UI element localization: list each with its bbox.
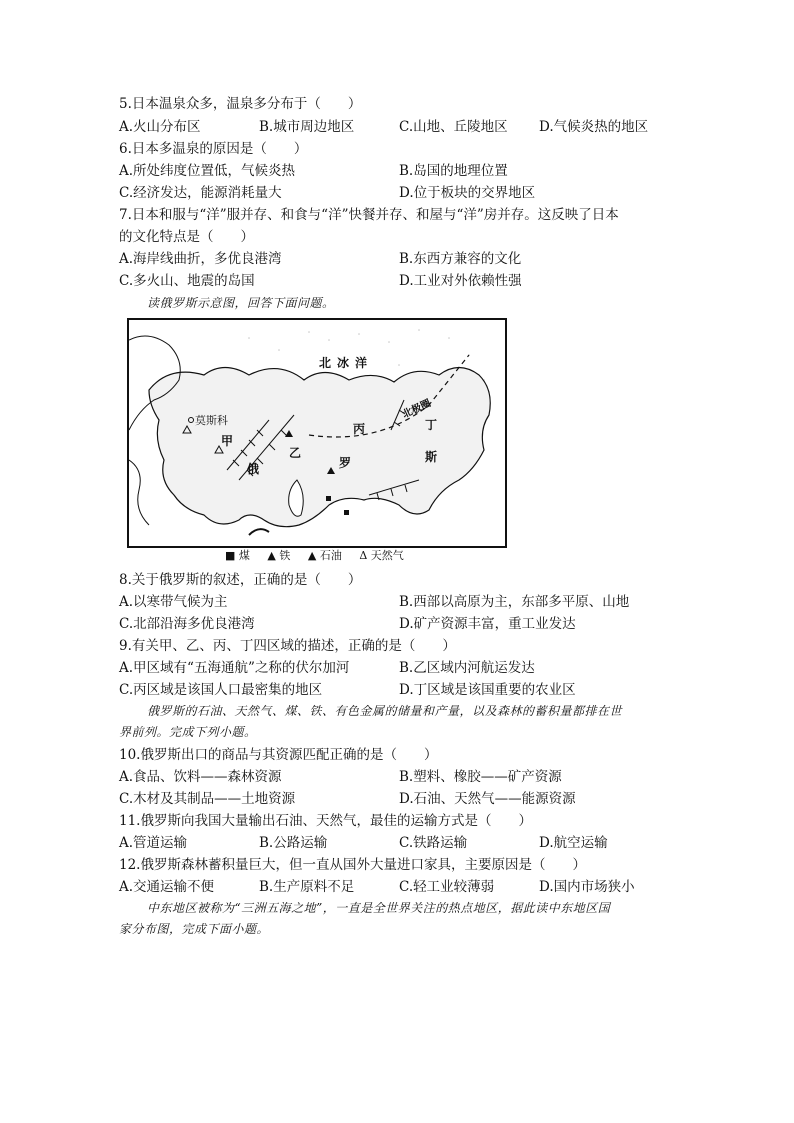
q5-option-c: C.山地、丘陵地区 <box>399 119 508 135</box>
map-legend <box>225 547 418 563</box>
q12-stem: 12.俄罗斯森林蓄积量巨大，但一直从国外大量进口家具，主要原因是（ ） <box>119 857 586 873</box>
intro3-line1: 中东地区被称为“三洲五海之地”，一直是全世界关注的热点地区，据此读中东地区国 <box>147 901 611 915</box>
legend-gas: Δ 天然气 <box>359 549 404 562</box>
map-label-yi: 乙 <box>289 446 302 460</box>
q8-option-d: D.矿产资源丰富，重工业发达 <box>399 616 576 632</box>
q7-option-d: D.工业对外依赖性强 <box>399 273 522 289</box>
q8-option-a: A.以寒带气候为主 <box>119 594 228 610</box>
q12-option-b: B.生产原料不足 <box>259 879 355 895</box>
q9-option-a: A.甲区域有“五海通航”之称的伏尔加河 <box>119 660 350 676</box>
q9-option-c: C.丙区域是该国人口最密集的地区 <box>119 682 323 698</box>
map-label-jia: 甲 <box>221 434 234 448</box>
q10-option-a: A.食品、饮料——森林资源 <box>119 769 282 785</box>
map-label-e: 俄 <box>247 462 260 476</box>
q10-stem: 10.俄罗斯出口的商品与其资源匹配正确的是（ ） <box>119 747 438 763</box>
q6-option-c: C.经济发达，能源消耗量大 <box>119 185 282 201</box>
q7-option-a: A.海岸线曲折，多优良港湾 <box>119 251 282 267</box>
q8-option-b: B.西部以高原为主，东部多平原、山地 <box>399 594 630 610</box>
q7-stem-line2: 的文化特点是（ ） <box>119 229 254 245</box>
q11-option-a: A.管道运输 <box>119 835 188 851</box>
intro2-line2: 界前列。完成下列小题。 <box>119 725 257 739</box>
q7-option-b: B.东西方兼容的文化 <box>399 251 522 267</box>
q12-option-a: A.交通运输不便 <box>119 879 215 895</box>
map-label-ding: 丁 <box>425 418 438 432</box>
map-label-ocean: 北冰洋 <box>319 356 374 370</box>
q12-option-c: C.轻工业较薄弱 <box>399 879 495 895</box>
q11-option-d: D.航空运输 <box>539 835 608 851</box>
intro3-line2: 家分布图，完成下面小题。 <box>119 922 270 936</box>
q7-option-c: C.多火山、地震的岛国 <box>119 273 255 289</box>
intro2-line1: 俄罗斯的石油、天然气、煤、铁、有色金属的储量和产量，以及森林的蓄积量都排在世 <box>147 704 623 718</box>
q11-stem: 11.俄罗斯向我国大量输出石油、天然气，最佳的运输方式是（ ） <box>119 813 532 829</box>
map-intro: 读俄罗斯示意图，回答下面问题。 <box>147 296 335 310</box>
q11-option-c: C.铁路运输 <box>399 835 468 851</box>
q5-option-a: A.火山分布区 <box>119 119 201 135</box>
q6-option-d: D.位于板块的交界地区 <box>399 185 536 201</box>
map-label-arctic-circle: 北极圈 <box>400 397 433 421</box>
q8-stem: 8.关于俄罗斯的叙述，正确的是（ ） <box>119 572 362 588</box>
q7-stem-line1: 7.日本和服与“洋”服并存、和食与“洋”快餐并存、和屋与“洋”房并存。这反映了日本 <box>119 207 619 223</box>
q12-option-d: D.国内市场狭小 <box>539 879 635 895</box>
q8-option-c: C.北部沿海多优良港湾 <box>119 616 255 632</box>
q6-stem: 6.日本多温泉的原因是（ ） <box>119 141 308 157</box>
q5-option-b: B.城市周边地区 <box>259 119 355 135</box>
q9-option-b: B.乙区域内河航运发达 <box>399 660 535 676</box>
q6-option-a: A.所处纬度位置低，气候炎热 <box>119 163 296 179</box>
q9-option-d: D.丁区域是该国重要的农业区 <box>399 682 576 698</box>
q6-option-b: B.岛国的地理位置 <box>399 163 508 179</box>
map-label-si: 斯 <box>425 450 438 464</box>
map-label-luo: 罗 <box>339 456 352 470</box>
legend-iron: ▲ 铁 <box>267 549 291 562</box>
russia-map-drawing <box>129 320 505 546</box>
q9-stem: 9.有关甲、乙、丙、丁四区域的描述，正确的是（ ） <box>119 638 456 654</box>
q5-option-d: D.气候炎热的地区 <box>539 119 649 135</box>
map-label-moscow: 莫斯科 <box>195 414 228 427</box>
q10-option-b: B.塑料、橡胶——矿产资源 <box>399 769 562 785</box>
russia-map <box>127 318 507 548</box>
q10-option-d: D.石油、天然气——能源资源 <box>399 791 576 807</box>
q11-option-b: B.公路运输 <box>259 835 328 851</box>
legend-coal: ■ 煤 <box>225 549 250 562</box>
legend-oil: ▲ 石油 <box>307 549 342 562</box>
q5-stem: 5.日本温泉众多，温泉多分布于（ ） <box>119 96 362 112</box>
map-label-bing: 丙 <box>353 422 366 436</box>
q10-option-c: C.木材及其制品——土地资源 <box>119 791 296 807</box>
